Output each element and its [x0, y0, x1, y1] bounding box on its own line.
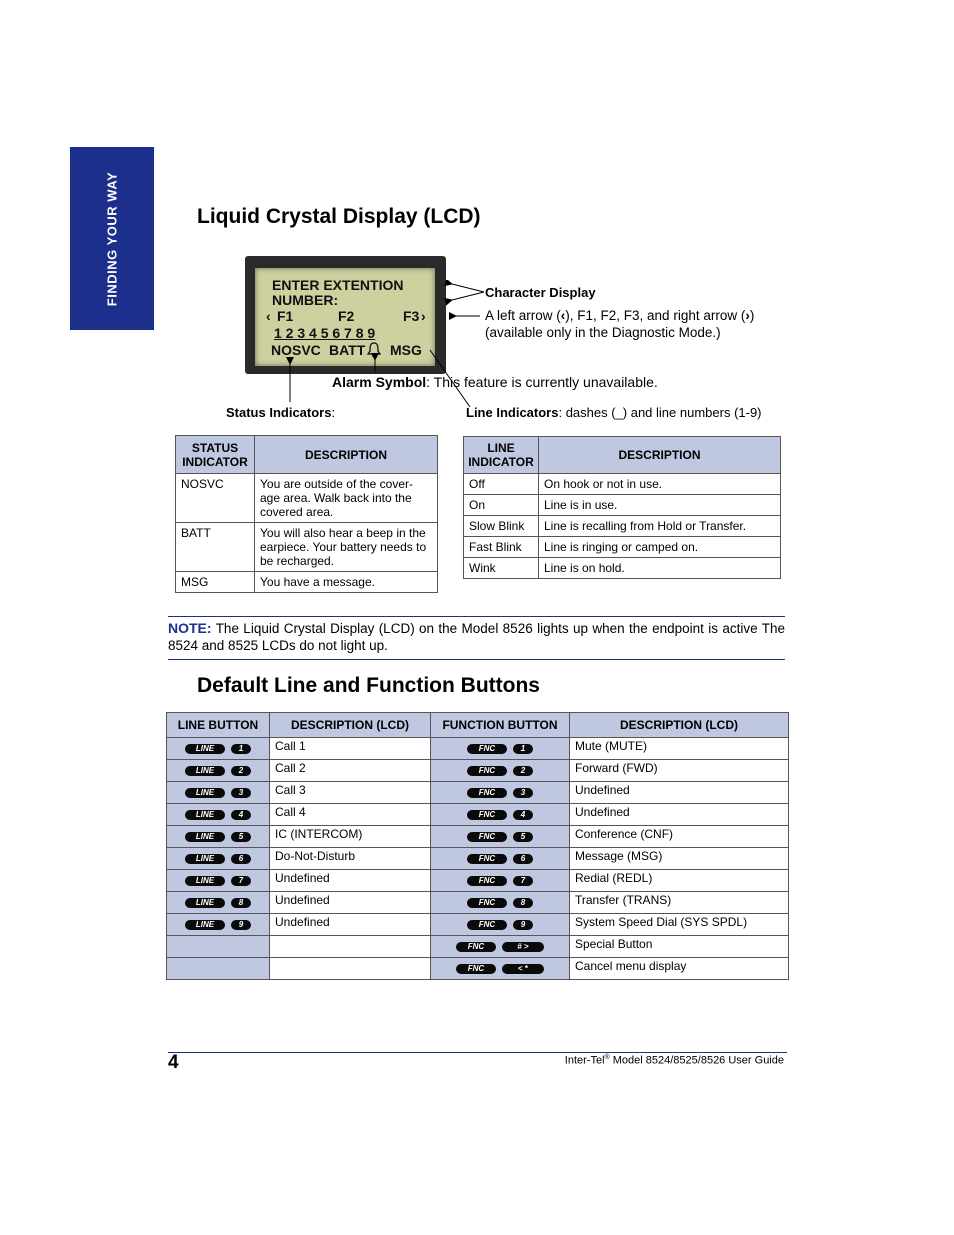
status-indicator-table — [175, 435, 438, 593]
arrow-annotation-line2: (available only in the Diagnostic Mode.) — [485, 325, 721, 340]
lcd-right-arrow-icon: › — [421, 308, 426, 324]
function-description-cell: Undefined — [570, 804, 789, 826]
line-indicator-table — [463, 436, 781, 579]
function-number-key: 8 — [513, 898, 533, 908]
table-row — [167, 738, 789, 760]
line-key-icon: LINE — [185, 898, 225, 908]
line-button-cell — [167, 958, 270, 980]
fnc-key-icon: FNC — [467, 744, 507, 754]
note-rule-top — [168, 616, 785, 617]
function-button-cell — [431, 914, 570, 936]
function-number-key: # > — [502, 942, 544, 952]
line-indicators-rest: : dashes (_) and line numbers (1-9) — [558, 405, 762, 420]
function-number-key: < * — [502, 964, 544, 974]
status-table-header-description: DESCRIPTION — [255, 436, 438, 474]
line-key-icon: LINE — [185, 788, 225, 798]
table-row — [464, 516, 781, 537]
line-number-key: 3 — [231, 788, 251, 798]
buttons-header-line-desc: DESCRIPTION (LCD) — [270, 713, 431, 738]
arrow-annotation — [485, 308, 754, 323]
line-description-cell: Do-Not-Disturb — [270, 848, 431, 870]
status-table-header-indicator: STATUS INDICATOR — [176, 436, 255, 474]
status-cell: NOSVC — [176, 474, 255, 523]
fnc-key-icon: FNC — [467, 832, 507, 842]
function-number-key: 2 — [513, 766, 533, 776]
line-state-cell: Fast Blink — [464, 537, 539, 558]
fnc-key-icon: FNC — [467, 788, 507, 798]
status-description-cell: You are outside of the cover-age area. Walk back into the covered area. — [255, 474, 438, 523]
line-key-icon: LINE — [185, 854, 225, 864]
table-row — [167, 804, 789, 826]
line-button-cell — [167, 892, 270, 914]
side-tab-label: FINDING YOUR WAY — [104, 171, 120, 307]
alarm-annotation-rest: : This feature is currently unavailable. — [426, 374, 658, 390]
line-number-key: 1 — [231, 744, 251, 754]
table-row — [167, 958, 789, 980]
footer-rule — [168, 1052, 787, 1053]
lcd-batt: BATT — [329, 342, 366, 358]
status-indicators-label — [226, 405, 335, 420]
status-description-cell: You have a message. — [255, 572, 438, 593]
table-row — [167, 826, 789, 848]
table-row — [167, 760, 789, 782]
buttons-header-line: LINE BUTTON — [167, 713, 270, 738]
function-number-key: 6 — [513, 854, 533, 864]
function-number-key: 3 — [513, 788, 533, 798]
line-indicators-label — [466, 405, 762, 420]
table-row — [167, 914, 789, 936]
buttons-header-function-desc: DESCRIPTION (LCD) — [570, 713, 789, 738]
line-number-key: 2 — [231, 766, 251, 776]
line-key-icon: LINE — [185, 832, 225, 842]
line-description-cell: Line is on hold. — [539, 558, 781, 579]
function-button-cell — [431, 760, 570, 782]
function-description-cell: System Speed Dial (SYS SPDL) — [570, 914, 789, 936]
table-row — [167, 892, 789, 914]
function-number-key: 9 — [513, 920, 533, 930]
line-button-cell — [167, 914, 270, 936]
footer-reg-mark: ® — [604, 1054, 610, 1061]
line-key-icon: LINE — [185, 810, 225, 820]
note-box — [168, 620, 785, 654]
right-arrow-glyph-icon: › — [745, 308, 750, 323]
line-description-cell: Undefined — [270, 914, 431, 936]
function-description-cell: Undefined — [570, 782, 789, 804]
fnc-key-icon: FNC — [456, 942, 496, 952]
line-table-header-description: DESCRIPTION — [539, 437, 781, 474]
function-number-key: 4 — [513, 810, 533, 820]
function-description-cell: Transfer (TRANS) — [570, 892, 789, 914]
function-description-cell: Forward (FWD) — [570, 760, 789, 782]
function-button-cell — [431, 804, 570, 826]
fnc-key-icon: FNC — [467, 920, 507, 930]
line-description-cell: Line is recalling from Hold or Transfer. — [539, 516, 781, 537]
line-description-cell: Call 4 — [270, 804, 431, 826]
function-button-cell — [431, 738, 570, 760]
line-description-cell — [270, 958, 431, 980]
function-number-key: 1 — [513, 744, 533, 754]
status-indicators-rest: : — [331, 405, 336, 420]
line-button-cell — [167, 870, 270, 892]
line-description-cell: Call 3 — [270, 782, 431, 804]
lcd-line1: ENTER EXTENTION — [272, 277, 404, 293]
annotation-arrows — [280, 280, 500, 420]
line-key-icon: LINE — [185, 766, 225, 776]
alarm-annotation — [332, 374, 658, 390]
function-button-cell — [431, 936, 570, 958]
table-row — [464, 537, 781, 558]
arrow-annotation-b: ), F1, F2, F3, and right arrow ( — [565, 308, 746, 323]
line-number-key: 7 — [231, 876, 251, 886]
line-key-icon: LINE — [185, 876, 225, 886]
side-tab — [70, 147, 154, 330]
footer-brand: Inter-Tel — [564, 1054, 605, 1067]
line-description-cell: Undefined — [270, 892, 431, 914]
table-row — [464, 495, 781, 516]
function-description-cell: Conference (CNF) — [570, 826, 789, 848]
line-state-cell: Off — [464, 474, 539, 495]
fnc-key-icon: FNC — [456, 964, 496, 974]
section-title-lcd: Liquid Crystal Display (LCD) — [197, 205, 481, 228]
arrow-annotation-a: A left arrow ( — [485, 308, 561, 323]
line-button-cell — [167, 936, 270, 958]
section-title-buttons: Default Line and Function Buttons — [197, 674, 540, 697]
function-button-cell — [431, 848, 570, 870]
status-description-cell: You will also hear a beep in the earpiece. Your battery needs to be recharged. — [255, 523, 438, 572]
function-number-key: 5 — [513, 832, 533, 842]
lcd-f3: F3 — [403, 308, 420, 324]
line-number-key: 5 — [231, 832, 251, 842]
line-description-cell: IC (INTERCOM) — [270, 826, 431, 848]
buttons-table — [166, 712, 789, 980]
line-description-cell: Line is in use. — [539, 495, 781, 516]
line-number-key: 9 — [231, 920, 251, 930]
table-row — [176, 474, 438, 523]
line-table-header-indicator: LINE INDICATOR — [464, 437, 539, 474]
table-row — [167, 936, 789, 958]
buttons-table-body — [167, 738, 789, 980]
fnc-key-icon: FNC — [467, 810, 507, 820]
left-arrow-glyph-icon: ‹ — [560, 308, 566, 323]
line-button-cell — [167, 804, 270, 826]
table-row — [167, 848, 789, 870]
table-row — [464, 558, 781, 579]
status-cell: BATT — [176, 523, 255, 572]
arrow-annotation-c: ) — [749, 308, 755, 323]
line-state-cell: On — [464, 495, 539, 516]
line-state-cell: Wink — [464, 558, 539, 579]
line-button-cell — [167, 848, 270, 870]
note-rule-bottom — [168, 659, 785, 660]
line-button-cell — [167, 760, 270, 782]
footer-guide-name: Model 8524/8525/8526 User Guide — [609, 1054, 784, 1067]
function-button-cell — [431, 892, 570, 914]
line-description-cell: Undefined — [270, 870, 431, 892]
line-button-cell — [167, 738, 270, 760]
line-description-cell — [270, 936, 431, 958]
status-cell: MSG — [176, 572, 255, 593]
function-description-cell: Mute (MUTE) — [570, 738, 789, 760]
alarm-annotation-bold: Alarm Symbol — [332, 374, 427, 390]
line-key-icon: LINE — [185, 920, 225, 930]
table-row — [176, 572, 438, 593]
line-button-cell — [167, 826, 270, 848]
line-state-cell: Slow Blink — [464, 516, 539, 537]
line-description-cell: Call 2 — [270, 760, 431, 782]
function-button-cell — [431, 958, 570, 980]
table-row — [176, 523, 438, 572]
table-row — [464, 474, 781, 495]
function-number-key: 7 — [513, 876, 533, 886]
footer-guide-title — [565, 1054, 784, 1067]
fnc-key-icon: FNC — [467, 854, 507, 864]
function-button-cell — [431, 826, 570, 848]
line-indicators-bold: Line Indicators — [466, 405, 559, 420]
lcd-f2: F2 — [338, 308, 355, 324]
page-number: 4 — [168, 1052, 179, 1073]
fnc-key-icon: FNC — [467, 766, 507, 776]
line-description-cell: On hook or not in use. — [539, 474, 781, 495]
line-description-cell: Call 1 — [270, 738, 431, 760]
line-number-key: 8 — [231, 898, 251, 908]
note-text: The Liquid Crystal Display (LCD) on the Model 8526 lights up when the endpoint is active The 8524 and 8525 LCDs do not light up. — [168, 621, 785, 653]
buttons-header-function: FUNCTION BUTTON — [431, 713, 570, 738]
char-display-label: Character Display — [485, 285, 596, 300]
function-description-cell: Cancel menu display — [570, 958, 789, 980]
line-number-key: 4 — [231, 810, 251, 820]
lcd-msg: MSG — [390, 342, 422, 358]
line-key-icon: LINE — [185, 744, 225, 754]
lcd-f1: F1 — [277, 308, 294, 324]
function-description-cell: Message (MSG) — [570, 848, 789, 870]
lcd-left-arrow-icon: ‹ — [266, 308, 271, 324]
line-description-cell: Line is ringing or camped on. — [539, 537, 781, 558]
lcd-nosvc: NOSVC — [271, 342, 321, 358]
lcd-line2: NUMBER: — [272, 292, 339, 308]
function-description-cell: Special Button — [570, 936, 789, 958]
table-row — [167, 870, 789, 892]
fnc-key-icon: FNC — [467, 898, 507, 908]
function-button-cell — [431, 782, 570, 804]
function-button-cell — [431, 870, 570, 892]
note-label: NOTE: — [168, 620, 212, 636]
line-button-cell — [167, 782, 270, 804]
line-number-key: 6 — [231, 854, 251, 864]
fnc-key-icon: FNC — [467, 876, 507, 886]
lcd-line-numbers: 1 2 3 4 5 6 7 8 9 — [274, 325, 376, 341]
table-row — [167, 782, 789, 804]
status-indicators-bold: Status Indicators — [226, 405, 332, 420]
function-description-cell: Redial (REDL) — [570, 870, 789, 892]
